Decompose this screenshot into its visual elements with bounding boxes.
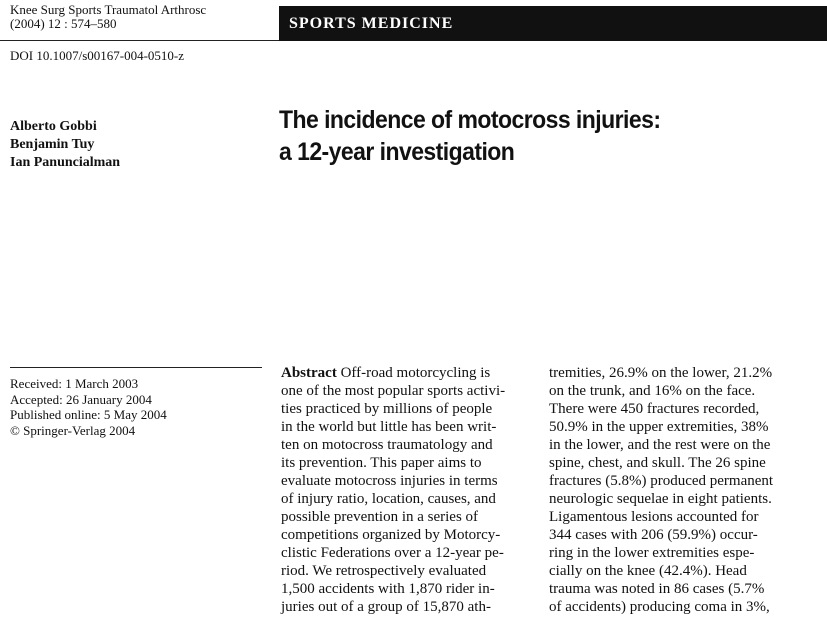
abstract-line: ten on motocross traumatology and (281, 437, 493, 453)
abstract-line (281, 364, 546, 382)
abstract-line: competitions organized by Motorcy- (281, 527, 501, 543)
abstract-column-2 (549, 364, 814, 616)
published-date: Published online: 5 May 2004 (10, 407, 167, 422)
publication-dates (10, 376, 167, 438)
received-date: Received: 1 March 2003 (10, 376, 139, 391)
abstract-line: possible prevention in a series of (281, 509, 479, 525)
abstract-line: tremities, 26.9% on the lower, 21.2% (549, 365, 773, 381)
abstract-line: riod. We retrospectively evaluated (281, 563, 487, 579)
copyright: © Springer-Verlag 2004 (10, 422, 136, 438)
author-list (10, 118, 120, 172)
author: Ian Panuncialman (10, 155, 121, 170)
doi: DOI 10.1007/s00167-004-0510-z (10, 48, 185, 63)
journal-name: Knee Surg Sports Traumatol Arthrosc (10, 2, 207, 17)
section-banner (279, 6, 827, 41)
abstract-label: Abstract (281, 365, 337, 381)
title-line: a 12-year investigation (279, 138, 515, 166)
dates-divider (10, 367, 262, 368)
accepted-date: Accepted: 26 January 2004 (10, 391, 152, 407)
abstract-line: There were 450 fractures recorded, (549, 401, 760, 417)
author: Benjamin Tuy (10, 137, 95, 152)
journal-volume: (2004) 12 : 574–580 (10, 16, 117, 31)
abstract-column-1 (281, 364, 546, 616)
abstract-line: in the world but little has been writ- (281, 419, 497, 435)
author: Alberto Gobbi (10, 119, 97, 134)
abstract-line: cially on the knee (42.4%). Head (549, 563, 747, 579)
abstract-text: Off-road motorcycling is (336, 365, 491, 381)
abstract-line: ring in the lower extremities espe- (549, 545, 755, 561)
abstract-line: clistic Federations over a 12-year pe- (281, 545, 504, 561)
abstract-line: on the trunk, and 16% on the face. (549, 383, 756, 399)
journal-citation (10, 3, 206, 31)
abstract-line: 50.9% in the upper extremities, 38% (549, 419, 769, 435)
abstract-line: trauma was noted in 86 cases (5.7% (549, 581, 765, 597)
abstract-line: of injury ratio, location, causes, and (281, 491, 496, 507)
header-divider (0, 40, 280, 41)
paper-title (279, 104, 660, 168)
section-label: SPORTS MEDICINE (289, 15, 454, 32)
abstract-line: juries out of a group of 15,870 ath- (281, 599, 491, 615)
abstract-line: ties practiced by millions of people (281, 401, 493, 417)
abstract-line: in the lower, and the rest were on the (549, 437, 771, 453)
abstract-line: Ligamentous lesions accounted for (549, 509, 759, 525)
abstract-line: fractures (5.8%) produced permanent (549, 473, 774, 489)
abstract-line: spine, chest, and skull. The 26 spine (549, 455, 766, 471)
title-line: The incidence of motocross injuries: (279, 106, 661, 134)
abstract-line: 344 cases with 206 (59.9%) occur- (549, 527, 758, 543)
abstract-line: 1,500 accidents with 1,870 rider in- (281, 581, 495, 597)
abstract-line: one of the most popular sports activi- (281, 383, 506, 399)
abstract-line: evaluate motocross injuries in terms (281, 473, 498, 489)
abstract-line: neurologic sequelae in eight patients. (549, 491, 772, 507)
abstract-line: its prevention. This paper aims to (281, 455, 482, 471)
abstract-line: of accidents) producing coma in 3%, (549, 599, 770, 615)
